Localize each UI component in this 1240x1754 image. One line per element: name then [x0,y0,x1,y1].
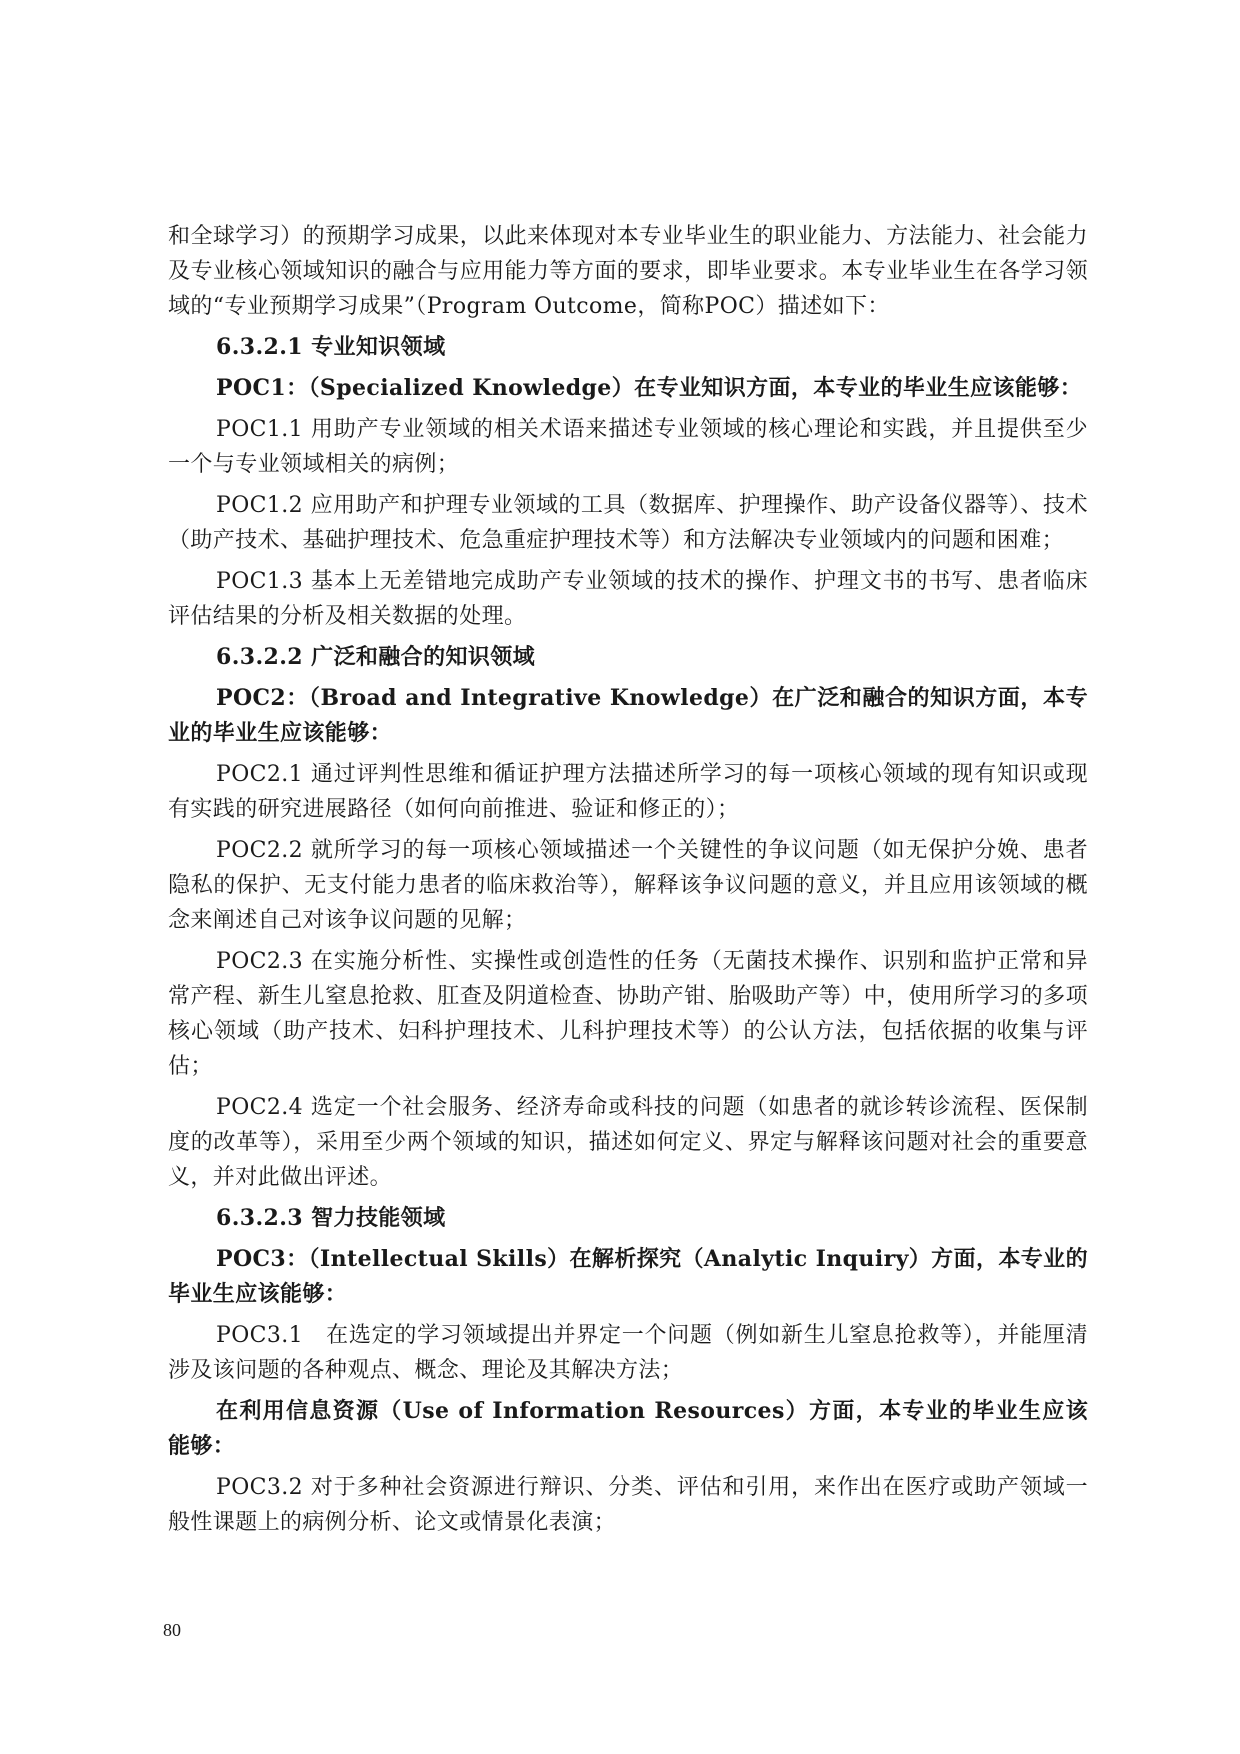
poc3-1-item: POC3.1 在选定的学习领域提出并界定一个问题（例如新生儿窒息抢救等），并能厘清涉及该问题的各种观点、概念、理论及其解决方法； [168,1323,1088,1383]
section-heading-6-3-2-1: 6.3.2.1 专业知识领域 [216,334,446,360]
section-heading-6-3-2-3: 6.3.2.3 智力技能领域 [216,1205,446,1231]
poc1-3-item: POC1.3 基本上无差错地完成助产专业领域的技术的操作、护理文书的书写、患者临床评估结果的分析及相关数据的处理。 [168,569,1088,629]
document-body [168,219,1088,1540]
poc2-1-item: POC2.1 通过评判性思维和循证护理方法描述所学习的每一项核心领域的现有知识或现有实践的研究进展路径（如何向前推进、验证和修正的）； [168,762,1088,822]
poc3-2-item: POC3.2 对于多种社会资源进行辩识、分类、评估和引用，来作出在医疗或助产领域一般性课题上的病例分析、论文或情景化表演； [168,1475,1088,1535]
poc2-3-item: POC2.3 在实施分析性、实操性或创造性的任务（无菌技术操作、识别和监护正常和异常产程、新生儿窒息抢救、肛查及阴道检查、协助产钳、胎吸助产等）中，使用所学习的多项核心领域（助产技术、妇科护理技术、儿科护理技术等）的公认方法，包括依据的收集与评估； [168,949,1088,1079]
poc3-statement: POC3：（Intellectual Skills）在解析探究（Analytic Inquiry）方面，本专业的毕业生应该能够： [168,1246,1088,1307]
poc2-statement: POC2：（Broad and Integrative Knowledge）在广泛和融合的知识方面，本专业的毕业生应该能够： [168,685,1088,746]
intro-paragraph: 和全球学习）的预期学习成果，以此来体现对本专业毕业生的职业能力、方法能力、社会能力及专业核心领域知识的融合与应用能力等方面的要求，即毕业要求。本专业毕业生在各学习领域的“专业预期学习成果”（Program Outcome，简称POC）描述如下： [168,224,1088,319]
poc1-1-item: POC1.1 用助产专业领域的相关术语来描述专业领域的核心理论和实践，并且提供至少一个与专业领域相关的病例； [168,417,1088,477]
section-heading-6-3-2-2: 6.3.2.2 广泛和融合的知识领域 [216,644,536,670]
page-number: 80 [163,1620,181,1640]
poc2-2-item: POC2.2 就所学习的每一项核心领域描述一个关键性的争议问题（如无保护分娩、患者隐私的保护、无支付能力患者的临床救治等），解释该争议问题的意义，并且应用该领域的概念来阐述自己对该争议问题的见解； [168,838,1088,933]
poc2-4-item: POC2.4 选定一个社会服务、经济寿命或科技的问题（如患者的就诊转诊流程、医保制度的改革等），采用至少两个领域的知识，描述如何定义、界定与解释该问题对社会的重要意义，并对此做出评述。 [168,1095,1088,1190]
information-resources-statement: 在利用信息资源（Use of Information Resources）方面，本专业的毕业生应该能够： [168,1398,1088,1459]
poc1-2-item: POC1.2 应用助产和护理专业领域的工具（数据库、护理操作、助产设备仪器等）、技术（助产技术、基础护理技术、危急重症护理技术等）和方法解决专业领域内的问题和困难； [168,493,1088,553]
poc1-statement: POC1：（Specialized Knowledge）在专业知识方面，本专业的毕业生应该能够： [216,375,1083,401]
